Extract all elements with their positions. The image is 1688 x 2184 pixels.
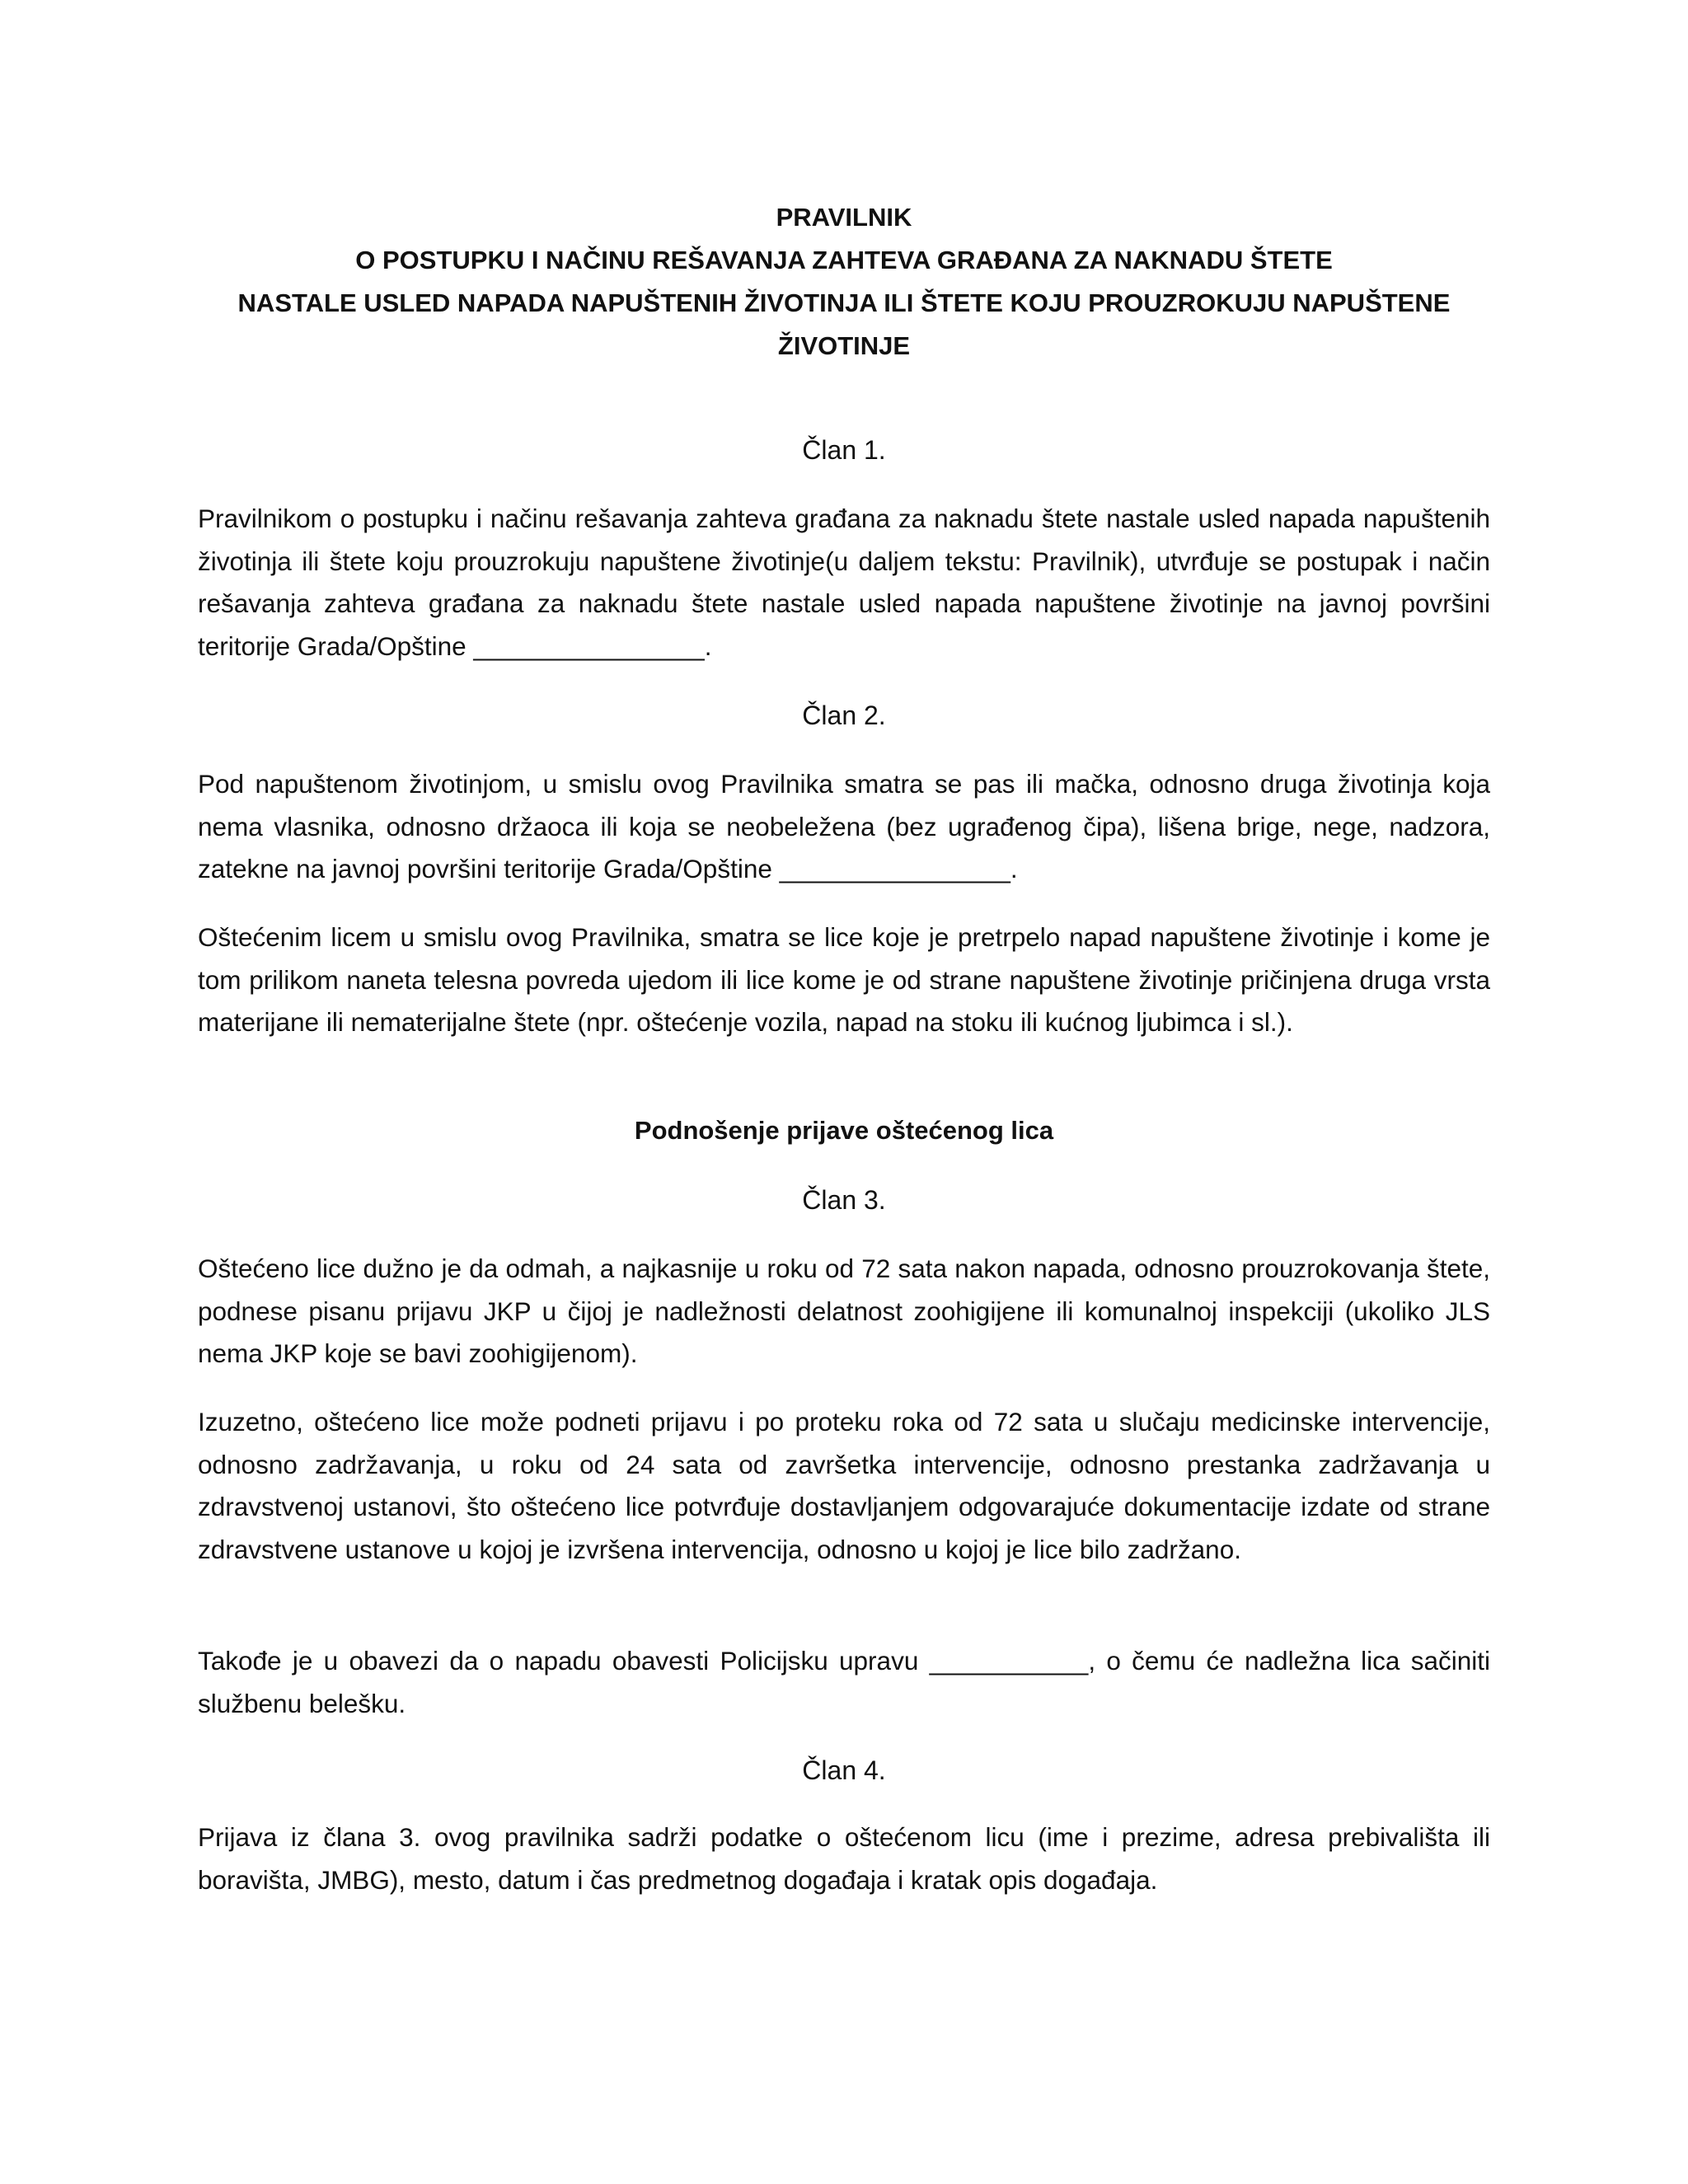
title-line-2: O POSTUPKU I NAČINU REŠAVANJA ZAHTEVA GRAĐANA ZA NAKNADU ŠTETE	[355, 246, 1333, 274]
clan-2-paragraph-1: Pod napuštenom životinjom, u smislu ovog Pravilnika smatra se pas ili mačka, odnosno druga životinja koja nema vlasnika, odnosno držaoca ili koja se neobeležena (bez ugrađenog čipa), lišena brige, nege, nadzora, zatekne na javnoj površini teritorije Grada/Opštine ________________.	[198, 769, 1490, 883]
clan-1-heading: Član 1.	[802, 435, 886, 465]
clan-4-paragraph-1: Prijava iz člana 3. ovog pravilnika sadrži podatke o oštećenom licu (ime i prezime, adresa prebivališta ili boravišta, JMBG), mesto, datum i čas predmetnog događaja i kratak opis događaja.	[198, 1822, 1490, 1895]
clan-3-paragraph-3: Takođe je u obavezi da o napadu obavesti Policijsku upravu ___________, o čemu će nadležna lica sačiniti službenu belešku.	[198, 1646, 1490, 1718]
clan-2-paragraph-2: Oštećenim licem u smislu ovog Pravilnika, smatra se lice koje je pretrpelo napad napuštene životinje i kome je tom prilikom naneta telesna povreda ujedom ili lice kome je od strane napuštene životinje pričinjena druga vrsta materijane ili nematerijalne štete (npr. oštećenje vozila, napad na stoku ili kućnog ljubimca i sl.).	[198, 922, 1490, 1037]
document-title	[198, 196, 1490, 368]
clan-1-paragraph-1: Pravilnikom o postupku i načinu rešavanja zahteva građana za naknadu štete nastale usled napada napuštenih životinja ili štete koju prouzrokuju napuštene životinje(u daljem tekstu: Pravilnik), utvrđuje se postupak i način rešavanja zahteva građana za naknadu štete nastale usled napada napuštene životinje na javnoj površini teritorije Grada/Opštine ________________.	[198, 504, 1490, 661]
clan-3-paragraph-1: Oštećeno lice dužno je da odmah, a najkasnije u roku od 72 sata nakon napada, odnosno prouzrokovanja štete, podnese pisanu prijavu JKP u čijoj je nadležnosti delatnost zoohigijene ili komunalnoj inspekciji (ukoliko JLS nema JKP koje se bavi zoohigijenom).	[198, 1254, 1490, 1368]
section-heading: Podnošenje prijave oštećenog lica	[634, 1116, 1054, 1145]
clan-3-heading: Član 3.	[802, 1185, 886, 1215]
clan-3-paragraph-2: Izuzetno, oštećeno lice može podneti prijavu i po proteku roka od 72 sata u slučaju medicinske intervencije, odnosno zadržavanja, u roku od 24 sata od završetka intervencije, odnosno prestanka zadržavanja u zdravstvenoj ustanovi, što oštećeno lice potvrđuje dostavljanjem odgovarajuće dokumentacije izdate od strane zdravstvene ustanove u kojoj je izvršena intervencija, odnosno u kojoj je lice bilo zadržano.	[198, 1407, 1490, 1564]
clan-4-heading: Član 4.	[802, 1755, 886, 1785]
title-line-4: ŽIVOTINJE	[777, 331, 911, 360]
clan-2-heading: Član 2.	[802, 701, 886, 730]
title-line-1: PRAVILNIK	[776, 203, 912, 232]
title-line-3: NASTALE USLED NAPADA NAPUŠTENIH ŽIVOTINJA ILI ŠTETE KOJU PROUZROKUJU NAPUŠTENE	[237, 288, 1451, 317]
